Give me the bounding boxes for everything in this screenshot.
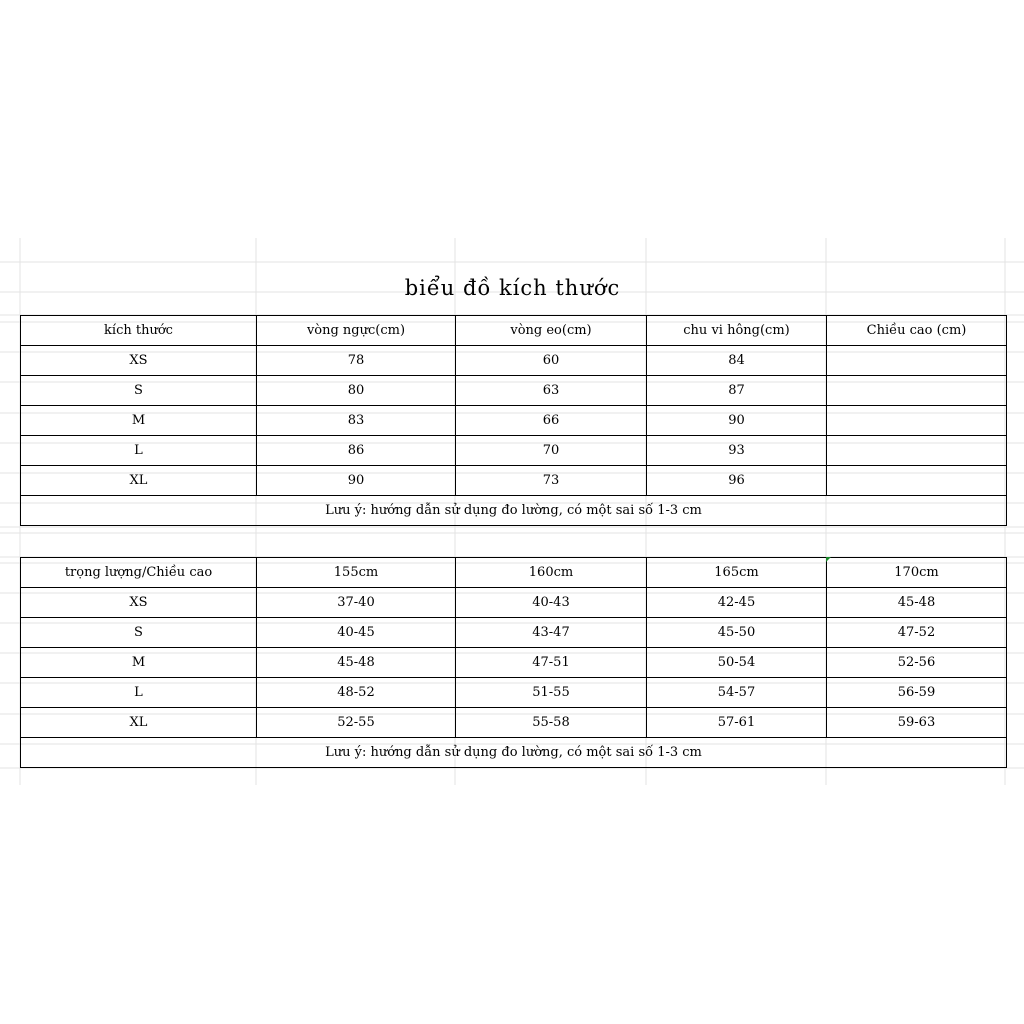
table-cell[interactable]: 40-45 <box>257 618 456 648</box>
table-cell[interactable]: 45-48 <box>827 588 1007 618</box>
cell-comment-marker <box>826 557 831 562</box>
table-cell[interactable]: 86 <box>257 436 456 466</box>
table-cell[interactable]: 90 <box>257 466 456 496</box>
note-row <box>21 496 1007 526</box>
table-cell[interactable]: 78 <box>257 346 456 376</box>
header-cell[interactable]: trọng lượng/Chiều cao <box>21 558 257 588</box>
table-cell[interactable] <box>827 436 1007 466</box>
table-row <box>21 618 1007 648</box>
weight-height-table <box>20 557 1007 768</box>
table-row <box>21 466 1007 496</box>
table-cell[interactable]: 43-47 <box>456 618 647 648</box>
table-cell[interactable]: M <box>21 648 257 678</box>
table-cell[interactable]: 57-61 <box>647 708 827 738</box>
table-cell[interactable]: 47-52 <box>827 618 1007 648</box>
page-title: biểu đồ kích thước <box>404 276 621 300</box>
table-cell[interactable]: L <box>21 678 257 708</box>
table-cell[interactable]: 63 <box>456 376 647 406</box>
table-cell[interactable]: M <box>21 406 257 436</box>
table-cell[interactable]: 56-59 <box>827 678 1007 708</box>
header-cell[interactable]: 165cm <box>647 558 827 588</box>
note-row <box>21 738 1007 768</box>
table-cell[interactable]: 55-58 <box>456 708 647 738</box>
table-cell[interactable]: 66 <box>456 406 647 436</box>
table-cell[interactable]: XL <box>21 466 257 496</box>
table-cell[interactable]: XL <box>21 708 257 738</box>
table-cell[interactable]: 40-43 <box>456 588 647 618</box>
table-cell[interactable]: 54-57 <box>647 678 827 708</box>
table-cell[interactable]: 37-40 <box>257 588 456 618</box>
table-cell[interactable]: 59-63 <box>827 708 1007 738</box>
table-cell[interactable]: 48-52 <box>257 678 456 708</box>
table-cell[interactable]: 51-55 <box>456 678 647 708</box>
table-cell[interactable]: 90 <box>647 406 827 436</box>
table-cell[interactable] <box>827 376 1007 406</box>
table-cell[interactable]: 45-48 <box>257 648 456 678</box>
header-cell[interactable]: 160cm <box>456 558 647 588</box>
table-cell[interactable]: 84 <box>647 346 827 376</box>
size-chart-table <box>20 315 1007 526</box>
table-cell[interactable]: 50-54 <box>647 648 827 678</box>
table-cell[interactable]: 80 <box>257 376 456 406</box>
table-cell[interactable] <box>827 406 1007 436</box>
table-cell[interactable]: 83 <box>257 406 456 436</box>
table-row <box>21 436 1007 466</box>
table-header-row <box>21 558 1007 588</box>
table-row <box>21 648 1007 678</box>
measurement-note[interactable]: Lưu ý: hướng dẫn sử dụng đo lường, có một sai số 1-3 cm <box>21 738 1007 768</box>
table-cell[interactable]: 93 <box>647 436 827 466</box>
header-cell[interactable]: kích thước <box>21 316 257 346</box>
header-cell[interactable]: chu vi hông(cm) <box>647 316 827 346</box>
table-cell[interactable]: 52-55 <box>257 708 456 738</box>
table-cell[interactable]: S <box>21 376 257 406</box>
header-cell[interactable]: 170cm <box>827 558 1007 588</box>
table-row <box>21 376 1007 406</box>
header-cell[interactable]: 155cm <box>257 558 456 588</box>
table-row <box>21 678 1007 708</box>
table-cell[interactable] <box>827 466 1007 496</box>
table-row <box>21 406 1007 436</box>
table-row <box>21 346 1007 376</box>
table-cell[interactable]: 45-50 <box>647 618 827 648</box>
table-cell[interactable]: 87 <box>647 376 827 406</box>
table-cell[interactable]: XS <box>21 346 257 376</box>
table-row <box>21 588 1007 618</box>
table-cell[interactable]: S <box>21 618 257 648</box>
table-cell[interactable]: 70 <box>456 436 647 466</box>
table-cell[interactable]: 42-45 <box>647 588 827 618</box>
table-header-row <box>21 316 1007 346</box>
table-row <box>21 708 1007 738</box>
header-cell[interactable]: vòng eo(cm) <box>456 316 647 346</box>
table-cell[interactable]: 52-56 <box>827 648 1007 678</box>
table-cell[interactable]: L <box>21 436 257 466</box>
table-cell[interactable]: 96 <box>647 466 827 496</box>
table-cell[interactable]: 73 <box>456 466 647 496</box>
table-cell[interactable]: 60 <box>456 346 647 376</box>
table-cell[interactable] <box>827 346 1007 376</box>
table-cell[interactable]: 47-51 <box>456 648 647 678</box>
table-cell[interactable]: XS <box>21 588 257 618</box>
header-cell[interactable]: Chiều cao (cm) <box>827 316 1007 346</box>
header-cell[interactable]: vòng ngực(cm) <box>257 316 456 346</box>
measurement-note[interactable]: Lưu ý: hướng dẫn sử dụng đo lường, có một sai số 1-3 cm <box>21 496 1007 526</box>
